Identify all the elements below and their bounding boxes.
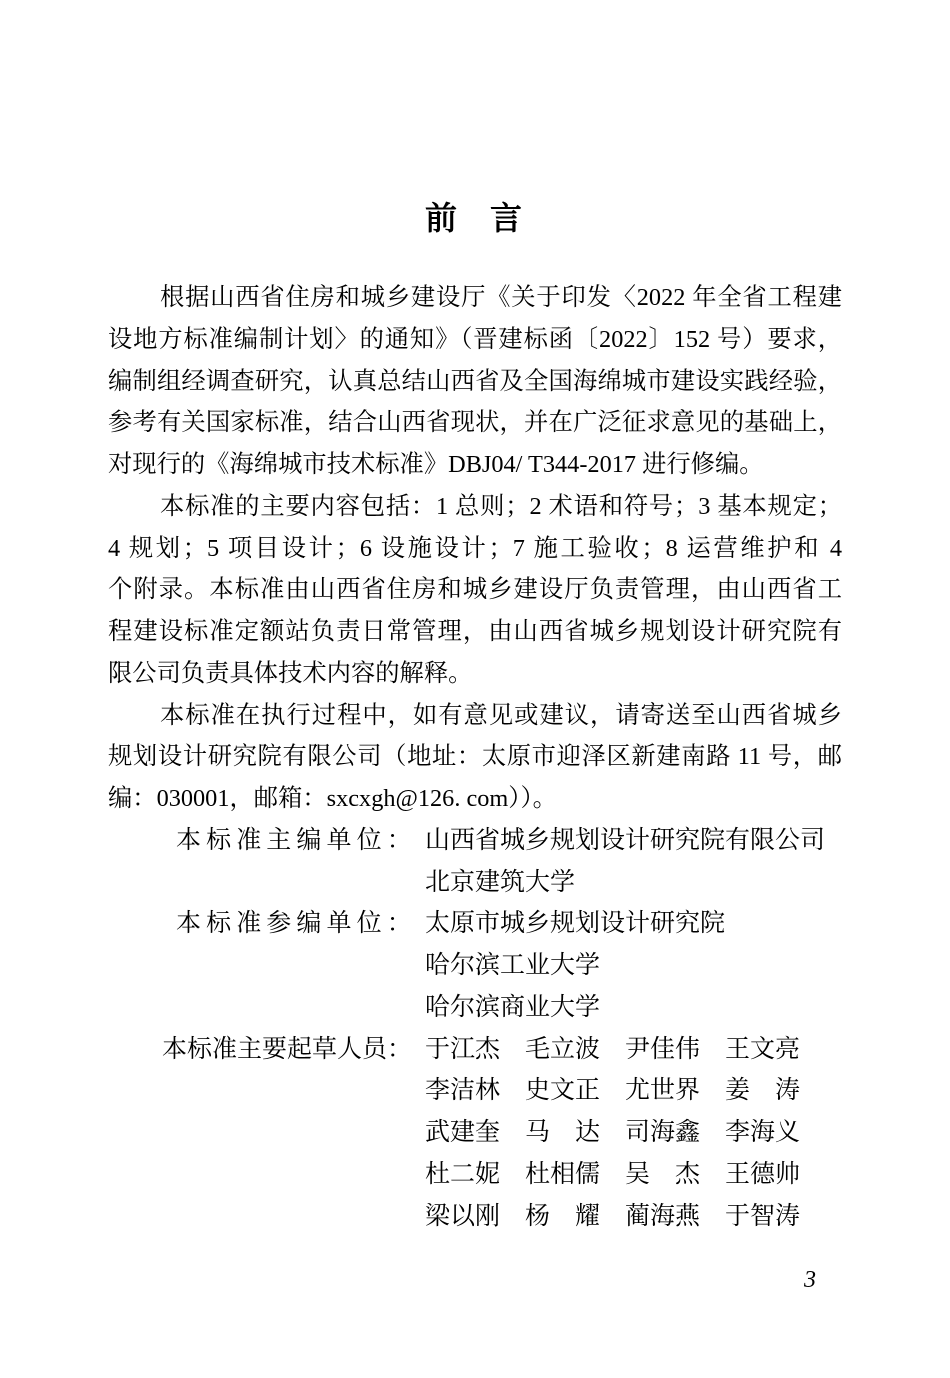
- paragraph-line: 规划设计研究院有限公司（地址：太原市迎泽区新建南路 11 号，邮: [108, 743, 842, 771]
- drafter-name: 马达: [525, 1119, 626, 1146]
- participating-unit: 哈尔滨工业大学: [425, 952, 601, 979]
- drafter-name: 史文正: [525, 1077, 601, 1105]
- drafter-name: 于江杰: [425, 1035, 501, 1063]
- paragraph-line: 个附录。本标准由山西省住房和城乡建设厅负责管理，由山西省工: [108, 576, 842, 604]
- drafter-name: 尤世界: [625, 1077, 701, 1105]
- preface-paragraph-contents: [108, 486, 842, 695]
- paragraph-line: 本标准在执行过程中，如有意见或建议，请寄送至山西省城乡: [160, 701, 842, 729]
- drafter-name: 于智涛: [725, 1202, 801, 1230]
- drafter-name: 杜相儒: [525, 1160, 601, 1188]
- credits-row: [0, 820, 950, 862]
- credits-row: [0, 987, 950, 1029]
- participating-units-label: 本标准参编单位：: [176, 910, 417, 938]
- drafter-name: 蔺海燕: [625, 1202, 701, 1230]
- drafters-label: 本标准主要起草人员：: [162, 1035, 413, 1063]
- paragraph-line: 程建设标准定额站负责日常管理，由山西省城乡规划设计研究院有: [108, 618, 842, 645]
- preface-paragraph-feedback: [108, 695, 842, 820]
- paragraph-line: 编：030001，邮箱：sxcxgh@126. com））。: [108, 785, 557, 812]
- drafter-name: 杜二妮: [425, 1160, 501, 1188]
- drafter-name: 毛立波: [525, 1035, 601, 1063]
- drafter-name: 吴杰: [625, 1160, 726, 1188]
- paragraph-line: 根据山西省住房和城乡建设厅《关于印发〈2022 年全省工程建: [160, 284, 842, 311]
- drafter-name: 王文亮: [725, 1035, 801, 1063]
- drafter-name: 尹佳伟: [625, 1035, 701, 1063]
- drafters-row: [0, 1196, 950, 1238]
- drafters-row: [0, 1154, 950, 1196]
- page-title: 前言: [425, 200, 556, 236]
- drafter-name: 李海义: [725, 1119, 801, 1146]
- credits-row: [0, 903, 950, 945]
- paragraph-line: 本标准的主要内容包括：1 总则；2 术语和符号；3 基本规定；: [160, 492, 842, 520]
- drafter-name: 司海鑫: [625, 1119, 701, 1146]
- chief-unit: 北京建筑大学: [425, 868, 576, 896]
- credits-row: [0, 862, 950, 904]
- preface-body: [108, 277, 842, 820]
- drafters-row: [0, 1112, 950, 1154]
- drafters-row: [0, 1029, 950, 1071]
- participating-unit: 太原市城乡规划设计研究院: [425, 910, 726, 938]
- paragraph-line: 对现行的《海绵城市技术标准》DBJ04/ T344-2017 进行修编。: [108, 451, 764, 478]
- credits-section: [0, 820, 950, 1238]
- paragraph-line: 参考有关国家标准，结合山西省现状，并在广泛征求意见的基础上，: [108, 409, 842, 437]
- paragraph-line: 设地方标准编制计划〉的通知》（晋建标函〔2022〕152 号）要求，: [108, 325, 842, 353]
- paragraph-line: 编制组经调查研究，认真总结山西省及全国海绵城市建设实践经验，: [108, 367, 842, 395]
- drafter-name: 王德帅: [725, 1160, 801, 1188]
- drafter-name: 姜涛: [725, 1077, 826, 1105]
- chief-unit: 山西省城乡规划设计研究院有限公司: [425, 826, 826, 854]
- preface-paragraph-basis: [108, 277, 842, 486]
- drafter-name: 杨耀: [525, 1202, 626, 1230]
- paragraph-line: 4 规划；5 项目设计；6 设施设计；7 施工验收；8 运营维护和 4: [108, 534, 842, 562]
- drafter-name: 武建奎: [425, 1119, 501, 1146]
- credits-row: [0, 945, 950, 987]
- paragraph-line: 限公司负责具体技术内容的解释。: [108, 659, 473, 687]
- drafters-row: [0, 1070, 950, 1112]
- drafter-name: 梁以刚: [425, 1202, 501, 1230]
- page-number: 3: [804, 1267, 816, 1293]
- drafter-name: 李洁林: [425, 1077, 501, 1105]
- participating-unit: 哈尔滨商业大学: [425, 993, 601, 1021]
- chief-units-label: 本标准主编单位：: [176, 826, 417, 854]
